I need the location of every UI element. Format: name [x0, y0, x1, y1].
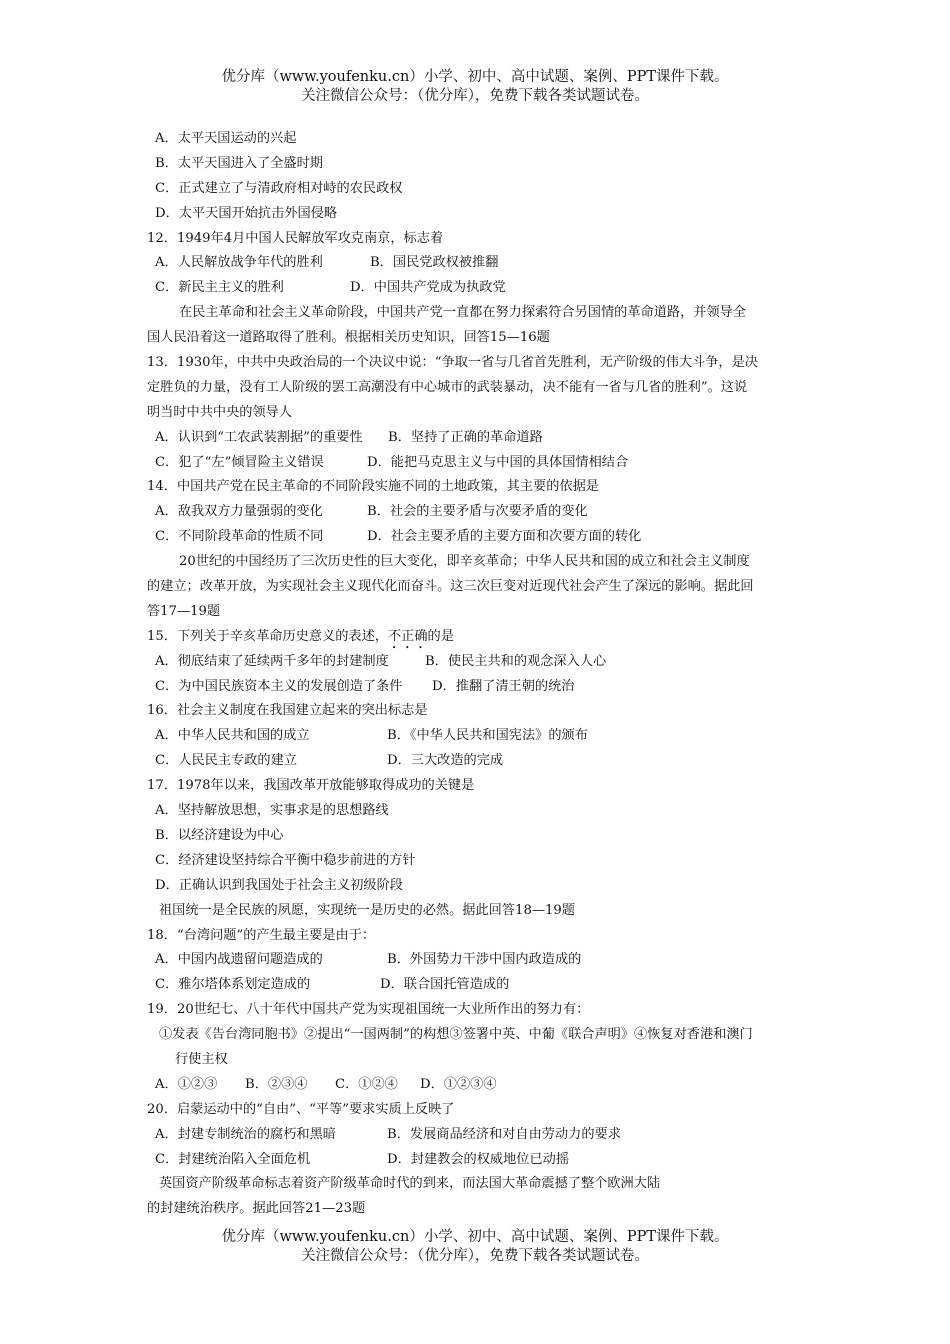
q14-option-a: A．敌我双方力量强弱的变化: [155, 504, 323, 520]
q14-stem: 14．中国共产党在民主革命的不同阶段实施不同的土地政策，其主要的依据是: [147, 479, 599, 495]
q20-option-c: C．封建统治陷入全面危机: [155, 1151, 311, 1167]
q14-option-d: D．社会主要矛盾的主要方面和次要方面的转化: [367, 529, 642, 545]
q15-stem: [147, 625, 817, 650]
q13-option-a: A．认识到“工农武装割据”的重要性: [155, 429, 363, 445]
q17-option-a: A．坚持解放思想，实事求是的思想路线: [155, 803, 389, 819]
page-footer: [0, 1228, 950, 1266]
q13-option-d: D．能把马克思主义与中国的具体国情相结合: [367, 454, 629, 470]
intro-1-line-1: 在民主革命和社会主义革命阶段，中国共产党一直都在努力探索符合另国情的革命道路，并领导全: [179, 305, 747, 321]
q19-stem: 19．20世纪七、八十年代中国共产党为实现祖国统一大业所作出的努力有：: [147, 1002, 590, 1018]
q14-option-b: B．社会的主要矛盾与次要矛盾的变化: [367, 504, 588, 520]
q11-option-a: A．太平天国运动的兴起: [155, 131, 297, 146]
q20-options-row-2: [147, 1148, 817, 1173]
q16-stem: 16．社会主义制度在我国建立起来的突出标志是: [147, 703, 428, 719]
q15-stem-emphasis: 不正确: [387, 628, 428, 644]
q13-stem-line-3: 明当时中共中央的领导人: [147, 404, 293, 420]
q18-option-a: A．中国内战遗留问题造成的: [155, 952, 323, 968]
q18-stem: 18．“台湾问题”的产生最主要是由于：: [147, 927, 376, 943]
q16-option-c: C．人民民主专政的建立: [155, 753, 297, 769]
q11-option-b: B．太平天国进入了全盛时期: [155, 155, 323, 171]
q15-stem-pre: 15．下列关于辛亥革命历史意义的表述，: [147, 628, 388, 644]
q17-option-b: B．以经济建设为中心: [155, 827, 284, 843]
q15-options-row-1: [147, 650, 817, 675]
document-body: [147, 127, 817, 1222]
q20-option-b: B．发展商品经济和对自由劳动力的要求: [387, 1126, 621, 1142]
q14-options-row-1: [147, 500, 817, 525]
q19-option-b: B．②③④: [245, 1076, 308, 1092]
intro-2-line-1: 20世纪的中国经历了三次历史性的巨大变化，即辛亥革命；中华人民共和国的成立和社会主义制度: [179, 554, 750, 570]
q19-items-line-2: 行使主权: [175, 1051, 228, 1067]
q19-option-c: C．①②④: [335, 1076, 398, 1092]
q12-option-a: A．人民解放战争年代的胜利: [155, 255, 323, 271]
intro-3: 祖国统一是全民族的夙愿，实现统一是历史的必然。据此回答18—19题: [159, 902, 575, 918]
q15-option-c: C．为中国民族资本主义的发展创造了条件: [155, 678, 403, 694]
header-line-2: 关注微信公众号：（优分库），免费下载各类试题试卷。: [301, 88, 649, 104]
footer-line-2: 关注微信公众号：（优分库），免费下载各类试题试卷。: [301, 1248, 649, 1264]
q16-option-d: D．三大改造的完成: [387, 753, 504, 769]
intro-4-line-1: 英国资产阶级革命标志着资产阶级革命时代的到来，而法国大革命震撼了整个欧洲大陆: [159, 1176, 661, 1192]
intro-2-line-3: 答17—19题: [147, 603, 221, 619]
q20-stem: 20．启蒙运动中的“自由”、“平等”要求实质上反映了: [147, 1101, 455, 1117]
q15-stem-post: 的是: [427, 628, 454, 644]
q13-options-row-2: [147, 451, 817, 476]
intro-1-line-2: 国人民沿着这一道路取得了胜利。根据相关历史知识，回答15—16题: [147, 330, 550, 346]
q19-options-row: [147, 1073, 817, 1098]
q16-option-b: B．《中华人民共和国宪法》的颁布: [387, 728, 588, 744]
q17-option-d: D．正确认识到我国处于社会主义初级阶段: [155, 877, 403, 893]
q13-stem-line-1: 13．1930年，中共中央政治局的一个决议中说：“争取一省与几省首先胜利，无产阶级的伟大斗争，是决: [147, 355, 758, 371]
q13-stem-line-2: 定胜负的力量，没有工人阶级的罢工高潮没有中心城市的武装暴动，决不能有一省与几省的胜利”。这说: [147, 379, 748, 395]
page-header: [0, 68, 950, 106]
q19-items-line-1: ①发表《告台湾同胞书》②提出“一国两制”的构想③签署中英、中葡《联合声明》④恢复对香港和澳门: [159, 1027, 753, 1043]
q11-option-d: D．太平天国开始抗击外国侵略: [155, 205, 338, 221]
footer-line-1: 优分库（www.youfenku.cn）小学、初中、高中试题、案例、PPT课件下载。: [221, 1229, 729, 1245]
header-line-1: 优分库（www.youfenku.cn）小学、初中、高中试题、案例、PPT课件下载。: [221, 69, 729, 85]
q17-option-c: C．经济建设坚持综合平衡中稳步前进的方针: [155, 852, 416, 868]
q16-options-row-1: [147, 724, 817, 749]
q12-options-row-1: [147, 251, 817, 276]
q14-option-c: C．不同阶段革命的性质不同: [155, 529, 324, 545]
q18-option-c: C．雅尔塔体系划定造成的: [155, 977, 311, 993]
q15-options-row-2: [147, 675, 817, 700]
q16-options-row-2: [147, 749, 817, 774]
q18-option-b: B．外国势力干涉中国内政造成的: [387, 952, 582, 968]
q20-options-row-1: [147, 1123, 817, 1148]
q15-option-d: D．推翻了清王朝的统治: [432, 678, 575, 694]
q13-option-c: C．犯了“左”倾冒险主义错误: [155, 454, 324, 470]
q18-options-row-1: [147, 948, 817, 973]
q15-option-b: B．使民主共和的观念深入人心: [425, 653, 607, 669]
q12-option-c: C．新民主主义的胜利: [155, 280, 284, 296]
q19-option-a: A．①②③: [155, 1076, 218, 1092]
q11-option-c: C．正式建立了与清政府相对峙的农民政权: [155, 180, 403, 196]
q12-option-d: D．中国共产党成为执政党: [350, 280, 506, 296]
q20-option-d: D．封建教会的权威地位已动摇: [387, 1151, 570, 1167]
q12-options-row-2: [147, 276, 817, 301]
q13-option-b: B．坚持了正确的革命道路: [388, 429, 543, 445]
intro-2-line-2: 的建立；改革开放，为实现社会主义现代化而奋斗。这三次巨变对近现代社会产生了深远的影响。据此回: [147, 579, 754, 595]
q18-options-row-2: [147, 973, 817, 998]
q18-option-d: D．联合国托管造成的: [380, 977, 510, 993]
q12-stem: 12．1949年4月中国人民解放军攻克南京，标志着: [147, 230, 444, 246]
q16-option-a: A．中华人民共和国的成立: [155, 728, 310, 744]
q15-option-a: A．彻底结束了延续两千多年的封建制度: [155, 653, 389, 669]
q20-option-a: A．封建专制统治的腐朽和黑暗: [155, 1126, 336, 1142]
intro-4-line-2: 的封建统治秩序。据此回答21—23题: [147, 1201, 366, 1217]
q17-stem: 17．1978年以来，我国改革开放能够取得成功的关键是: [147, 778, 475, 794]
q12-option-b: B．国民党政权被推翻: [370, 255, 499, 271]
q19-option-d: D．①②③④: [420, 1076, 497, 1092]
q13-options-row-1: [147, 426, 817, 451]
q14-options-row-2: [147, 525, 817, 550]
